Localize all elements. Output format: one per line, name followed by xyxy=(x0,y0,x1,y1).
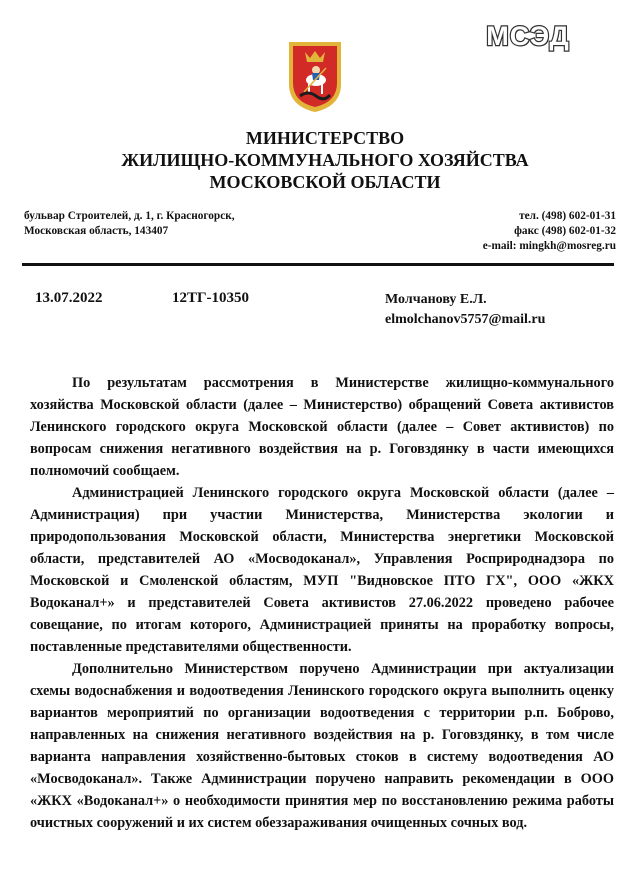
ministry-title xyxy=(0,127,640,193)
ministry-contacts xyxy=(366,209,616,254)
body-paragraph: Администрацией Ленинского городского округа Московской области (далее – Администрация) при участии Министерства, Министерства экологии и природопользования Московской области, Министерства энергетики Московской области, представителей АО «Мосводоканал», Управления Росприроднадзора по Московской и Смоленской областям, МУП "Видновское ПТО ГХ", ООО «ЖКХ Водоканал+» и представителей Совета активистов 27.06.2022 проведено рабочее совещание, по итогам которого, Администрацией приняты на проработку вопросы, поставленные представителями общественности. xyxy=(30,485,614,655)
ministry-line: МИНИСТЕРСТВО xyxy=(245,128,405,148)
ministry-line: ЖИЛИЩНО-КОММУНАЛЬНОГО ХОЗЯЙСТВА xyxy=(121,150,529,170)
ministry-address xyxy=(24,209,294,239)
fax-line: факс (498) 602-01-32 xyxy=(514,225,616,237)
email-line: e-mail: mingkh@mosreg.ru xyxy=(482,240,616,252)
ministry-line: МОСКОВСКОЙ ОБЛАСТИ xyxy=(209,172,441,192)
recipient-email: elmolchanov5757@mail.ru xyxy=(385,312,546,327)
phone-line: тел. (498) 602-01-31 xyxy=(519,210,616,222)
address-line: Московская область, 143407 xyxy=(24,225,169,237)
address-line: бульвар Строителей, д. 1, г. Красногорск, xyxy=(24,210,235,222)
header-divider xyxy=(22,263,614,266)
body-paragraph: Дополнительно Министерством поручено Администрации при актуализации схемы водоснабжения и водоотведения Ленинского городского округа выполнить оценку вариантов мероприятий по организации водоотведения с территории р.п. Боброво, направленных на снижения негативного воздействия на р. Гоговздянку, в том числе варианта направления хозяйственно-бытовых стоков в систему водоотведения АО «Мосводоканал». Также Администрации поручено направить рекомендации в ООО «ЖКХ «Водоканал+» о необходимости принятия мер по восстановлению режима работы очистных сооружений и их систем обеззараживания очищенных сочных вод. xyxy=(30,661,614,831)
body-paragraph: По результатам рассмотрения в Министерстве жилищно-коммунального хозяйства Московской области (далее – Министерство) обращений Совета активистов Ленинского городского округа Московской области (далее – Совет активистов) по вопросам снижения негативного воздействия на р. Гоговздянку в части имеющихся полномочий сообщаем. xyxy=(30,375,614,479)
msed-stamp: МСЭД xyxy=(486,21,570,51)
recipient-block xyxy=(385,290,625,330)
letter-date: 13.07.2022 xyxy=(35,290,103,306)
coat-of-arms-icon xyxy=(286,40,344,114)
recipient-name: Молчанову Е.Л. xyxy=(385,292,487,307)
letter-body xyxy=(30,372,614,834)
registration-number: 12ТГ-10350 xyxy=(172,290,250,306)
